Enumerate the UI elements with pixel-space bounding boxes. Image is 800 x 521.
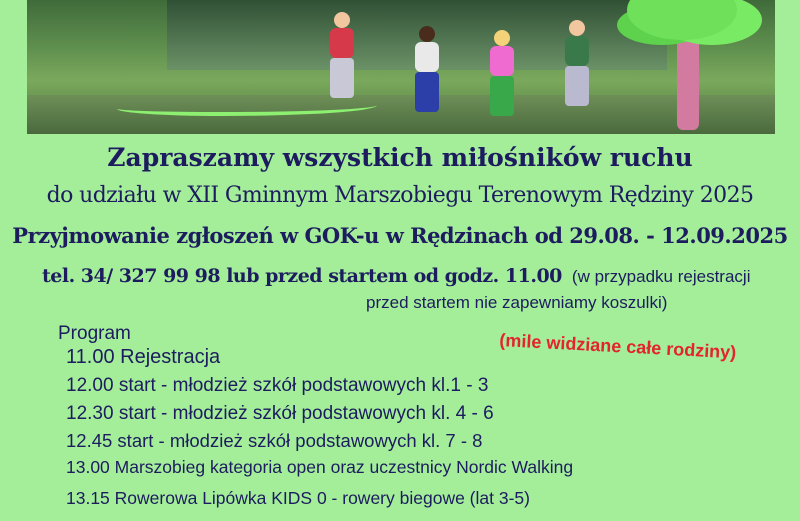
program-label: Program bbox=[58, 323, 131, 344]
registration-info: Przyjmowanie zgłoszeń w GOK-u w Rędzinach od 29.08. - 12.09.2025 bbox=[12, 223, 788, 248]
runner-figure bbox=[322, 12, 362, 98]
schedule-item: 13.00 Marszobieg kategoria open oraz uczestnicy Nordic Walking bbox=[66, 457, 574, 477]
contact-line bbox=[42, 265, 750, 287]
schedule-item: 13.15 Rowerowa Lipówka KIDS 0 - rowery biegowe (lat 3-5) bbox=[66, 488, 530, 508]
schedule-item: 12.45 start - młodzież szkół podstawowych kl. 7 - 8 bbox=[66, 430, 483, 451]
schedule-item: 11.00 Rejestracja bbox=[66, 346, 221, 368]
runner-figure bbox=[557, 20, 597, 106]
schedule-item: 12.30 start - młodzież szkół podstawowych kl. 4 - 6 bbox=[66, 403, 494, 424]
registration-note-continued: przed startem nie zapewniamy koszulki) bbox=[366, 293, 668, 312]
family-welcome-note: (mile widziane całe rodziny) bbox=[498, 330, 737, 363]
schedule-item: 12.00 start - młodzież szkół podstawowych kl.1 - 3 bbox=[66, 375, 489, 396]
invitation-title: Zapraszamy wszystkich miłośników ruchu bbox=[107, 143, 693, 172]
header-photo-runners bbox=[27, 0, 775, 134]
registration-note: (w przypadku rejestracji bbox=[571, 267, 751, 286]
runner-figure bbox=[407, 26, 447, 112]
runner-figure bbox=[482, 30, 522, 116]
event-subtitle: do udziału w XII Gminnym Marszobiegu Terenowym Rędziny 2025 bbox=[46, 183, 754, 208]
phone-info: tel. 34/ 327 99 98 lub przed startem od godz. 11.00 bbox=[42, 265, 562, 287]
